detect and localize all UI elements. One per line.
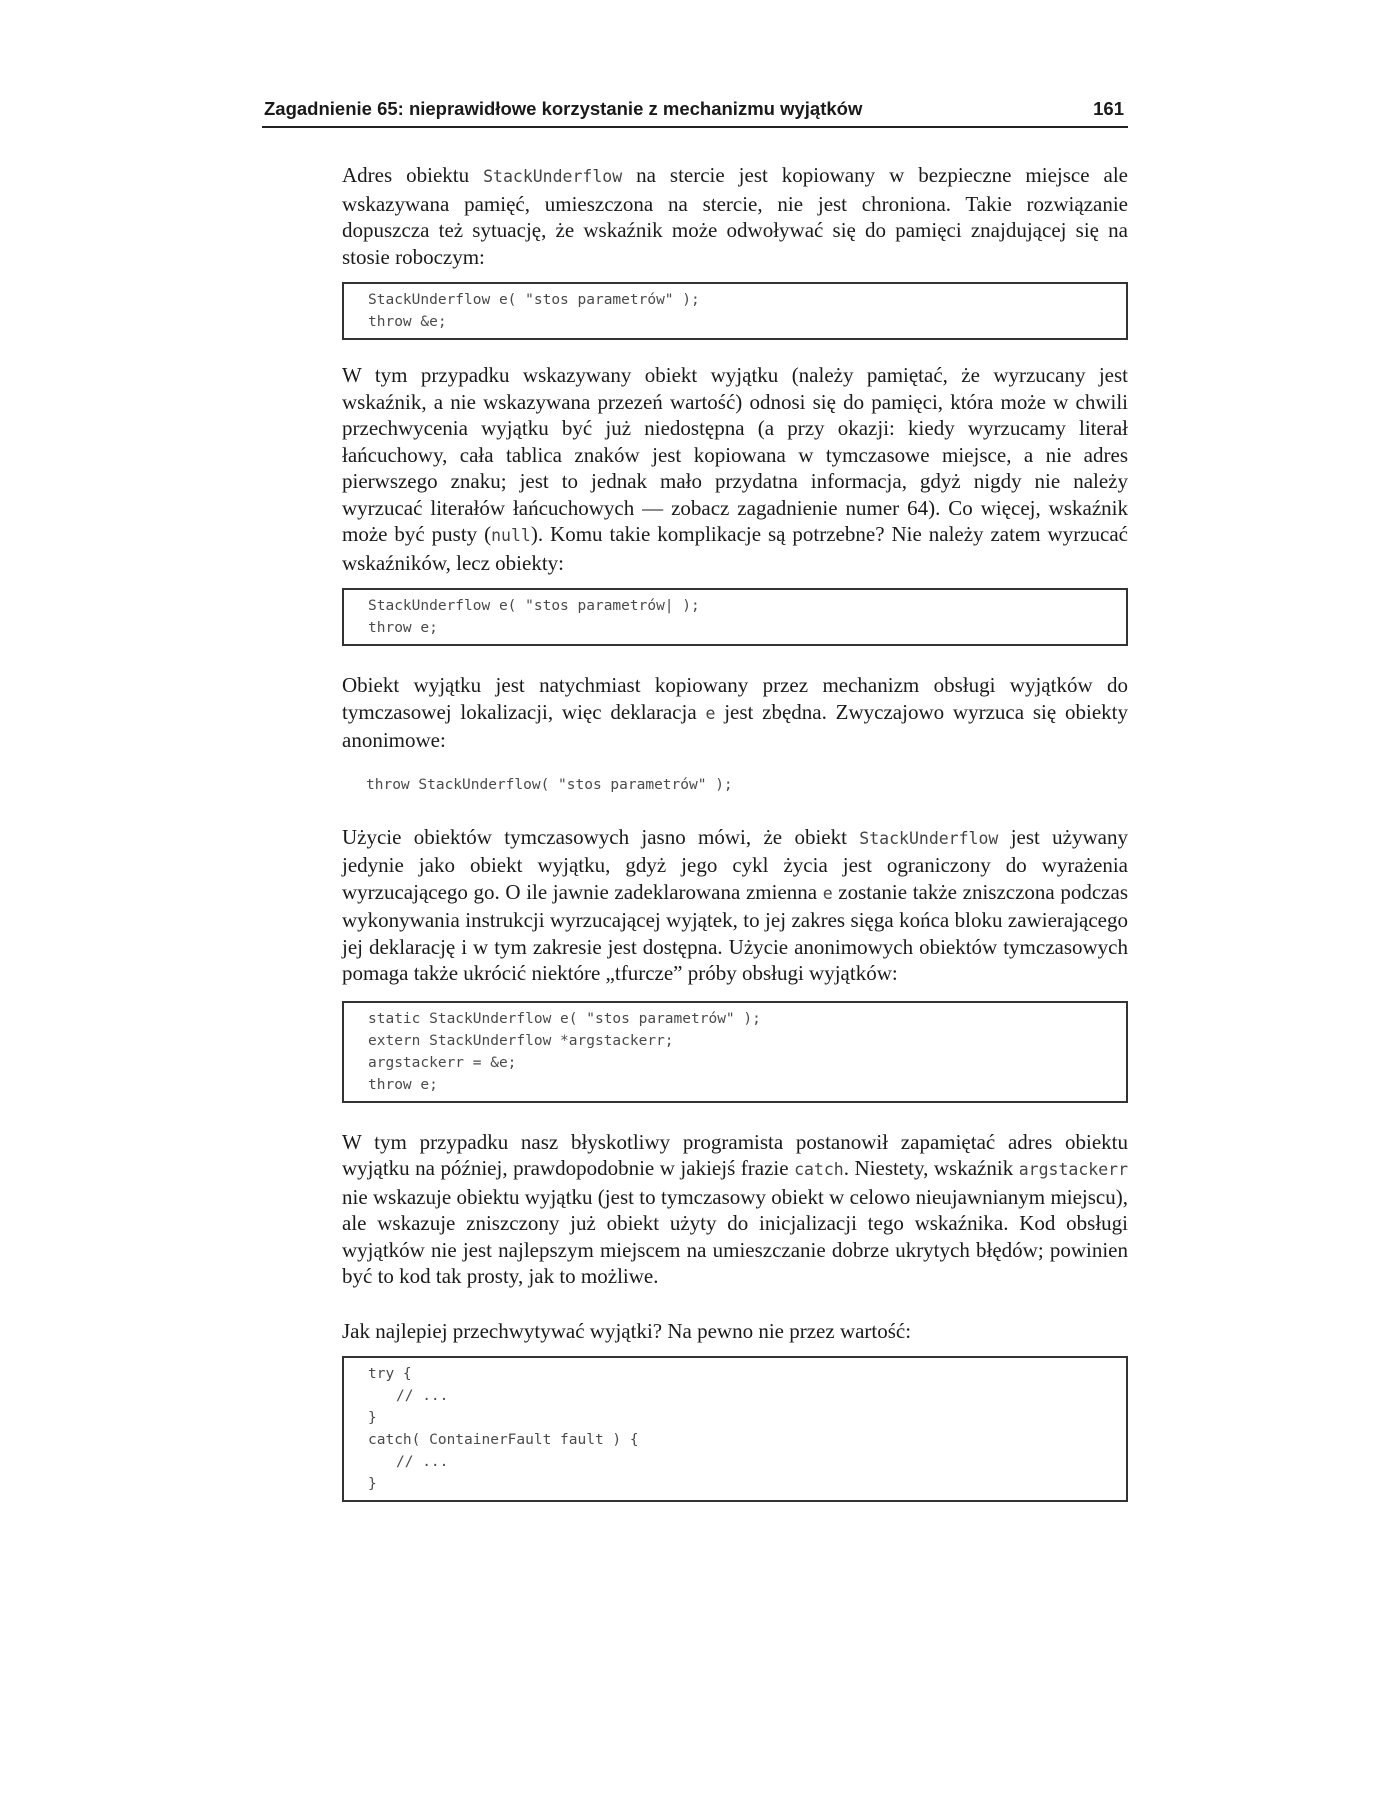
code-line: StackUnderflow e( "stos parametrów| );	[368, 598, 700, 614]
code-line: StackUnderflow e( "stos parametrów" );	[368, 292, 700, 308]
inline-code: argstackerr	[1018, 1160, 1129, 1179]
code-line: }	[368, 1410, 377, 1426]
paragraph: Jak najlepiej przechwytywać wyjątki? Na pewno nie przez wartość:	[342, 1318, 912, 1343]
paragraph: W tym przypadku nasz błyskotliwy programista postanowił zapamiętać adres obiektu wyjątku na później, prawdopodobnie w jakiejś frazie catch. Niestety, wskaźnik argstackerr nie wskazuje obiektu wyjątku (jest to tymczasowy obiekt w celowo nieujawnianym miejscu), ale wskazuje zniszczony już obiekt użyty do inicjalizacji tego wskaźnika. Kod obsługi wyjątków nie jest najlepszym miejscem na umieszczanie dobrze ukrytych błędów; powinien być to kod tak prosty, jak to możliwe.	[342, 1129, 1129, 1288]
code-snippet	[342, 768, 1128, 796]
code-line: throw e;	[368, 620, 438, 636]
page-number: 161	[1093, 98, 1124, 119]
inline-code: StackUnderflow	[483, 167, 623, 186]
paragraph: W tym przypadku wskazywany obiekt wyjątku (należy pamiętać, że wyrzucany jest wskaźnik, a nie wskazywana przezeń wartość) odnosi się do pamięci, która może w chwili przechwycenia wyjątku być już niedostępna (a przy okazji: kiedy wyrzucamy literał łańcuchowy, cała tablica znaków jest kopiowana w tymczasowe miejsce, a nie adres pierwszego znaku; jest to jednak mało przydatna informacja, gdyż nigdy nie należy wyrzucać literałów łańcuchowych — zobacz zagadnienie numer 64). Co więcej, wskaźnik może być pusty (null). Komu takie komplikacje są potrzebne? Nie należy zatem wyrzucać wskaźników, lecz obiekty:	[342, 363, 1128, 575]
code-line: throw StackUnderflow( "stos parametrów" );	[366, 776, 733, 793]
paragraph: Użycie obiektów tymczasowych jasno mówi, że obiekt StackUnderflow jest używany jedynie jako obiekt wyjątku, gdyż jego cykl życia jest ograniczony do wyrażenia wyrzucającego go. O ile jawnie zadeklarowana zmienna e zostanie także zniszczona podczas wykonywania instrukcji wyrzucającej wyjątek, to jej zakres sięga końca bloku zawierającego jej deklarację i w tym zakresie jest dostępna. Użycie anonimowych obiektów tymczasowych pomaga także ukrócić niektóre „tfurcze” próby obsługi wyjątków:	[342, 824, 1128, 985]
page-body	[342, 162, 1128, 1502]
chapter-title: Zagadnienie 65: nieprawidłowe korzystanie z mechanizmu wyjątków	[264, 98, 863, 119]
code-line: static StackUnderflow e( "stos parametrów" );	[368, 1010, 761, 1027]
code-line: catch( ContainerFault fault ) {	[368, 1432, 639, 1448]
inline-code: null	[491, 526, 531, 545]
paragraph: Adres obiektu StackUnderflow na stercie jest kopiowany w bezpieczne miejsce ale wskazywana pamięć, umieszczona na stercie, nie jest chroniona. Takie rozwiązanie dopuszcza też sytuację, że wskaźnik może odwoływać się do pamięci znajdującej się na stosie roboczym:	[342, 163, 1128, 269]
running-header	[262, 96, 1128, 128]
code-block	[342, 1001, 1128, 1103]
code-line: argstackerr = &e;	[368, 1054, 517, 1071]
code-block	[342, 588, 1128, 646]
code-line: try {	[368, 1366, 412, 1382]
paragraph: Obiekt wyjątku jest natychmiast kopiowany przez mechanizm obsługi wyjątków do tymczasowej lokalizacji, więc deklaracja e jest zbędna. Zwyczajowo wyrzuca się obiekty anonimowe:	[342, 673, 1128, 752]
code-line: // ...	[396, 1454, 449, 1470]
inline-code: e	[822, 883, 833, 903]
code-line: // ...	[396, 1388, 449, 1404]
inline-code: StackUnderflow	[859, 828, 999, 848]
code-line: throw e;	[368, 1076, 438, 1093]
code-line: extern StackUnderflow *argstackerr;	[368, 1032, 674, 1049]
inline-code: e	[705, 703, 716, 723]
code-line: }	[368, 1476, 377, 1492]
code-line: throw &e;	[368, 314, 447, 330]
code-block	[342, 282, 1128, 340]
code-block	[342, 1356, 1128, 1502]
inline-code: catch	[794, 1160, 844, 1179]
